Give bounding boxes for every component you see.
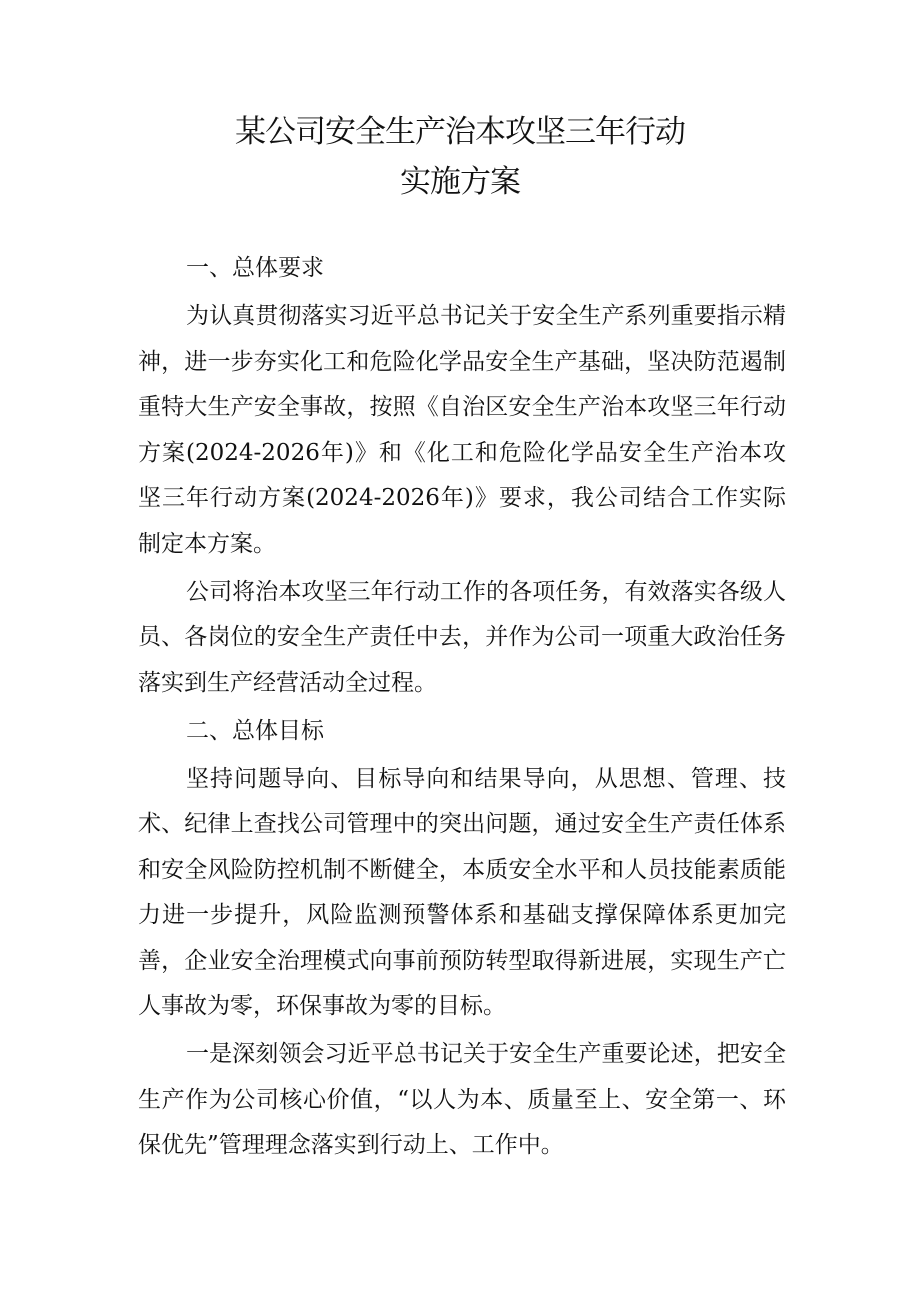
paragraph-purpose: 为认真贯彻落实习近平总书记关于安全生产系列重要指示精神，进一步夯实化工和危险化学品安全生产基础，坚决防范遏制重特大生产安全事故，按照《自治区安全生产治本攻坚三年行动方案(2024-2026年)》和《化工和危险化学品安全生产治本攻坚三年行动方案(2024-2026年)》要求，我公司结合工作实际制定本方案。: [138, 303, 786, 557]
section-heading-general-requirements: 一、总体要求: [186, 255, 324, 281]
section-heading-general-goals: 二、总体目标: [186, 717, 324, 744]
document-body: [138, 246, 786, 1169]
paragraph-responsibility: 公司将治本攻坚三年行动工作的各项任务，有效落实各级人员、各岗位的安全生产责任中去，并作为公司一项重大政治任务落实到生产经营活动全过程。: [138, 578, 786, 696]
paragraph-goals: 坚持问题导向、目标导向和结果导向，从思想、管理、技术、纪律上查找公司管理中的突出问题，通过安全生产责任体系和安全风险防控机制不断健全，本质安全水平和人员技能素质能力进一步提升，风险监测预警体系和基础支撑保障体系更加完善，企业安全治理模式向事前预防转型取得新进展，实现生产亡人事故为零，环保事故为零的目标。: [138, 765, 786, 1019]
document-title-line-1: 某公司安全生产治本攻坚三年行动: [235, 114, 685, 150]
paragraph-item-one: 一是深刻领会习近平总书记关于安全生产重要论述，把安全生产作为公司核心价值，“以人为本、质量至上、安全第一、环保优先”管理理念落实到行动上、工作中。: [138, 1041, 786, 1158]
document-title-line-2: 实施方案: [400, 164, 520, 200]
